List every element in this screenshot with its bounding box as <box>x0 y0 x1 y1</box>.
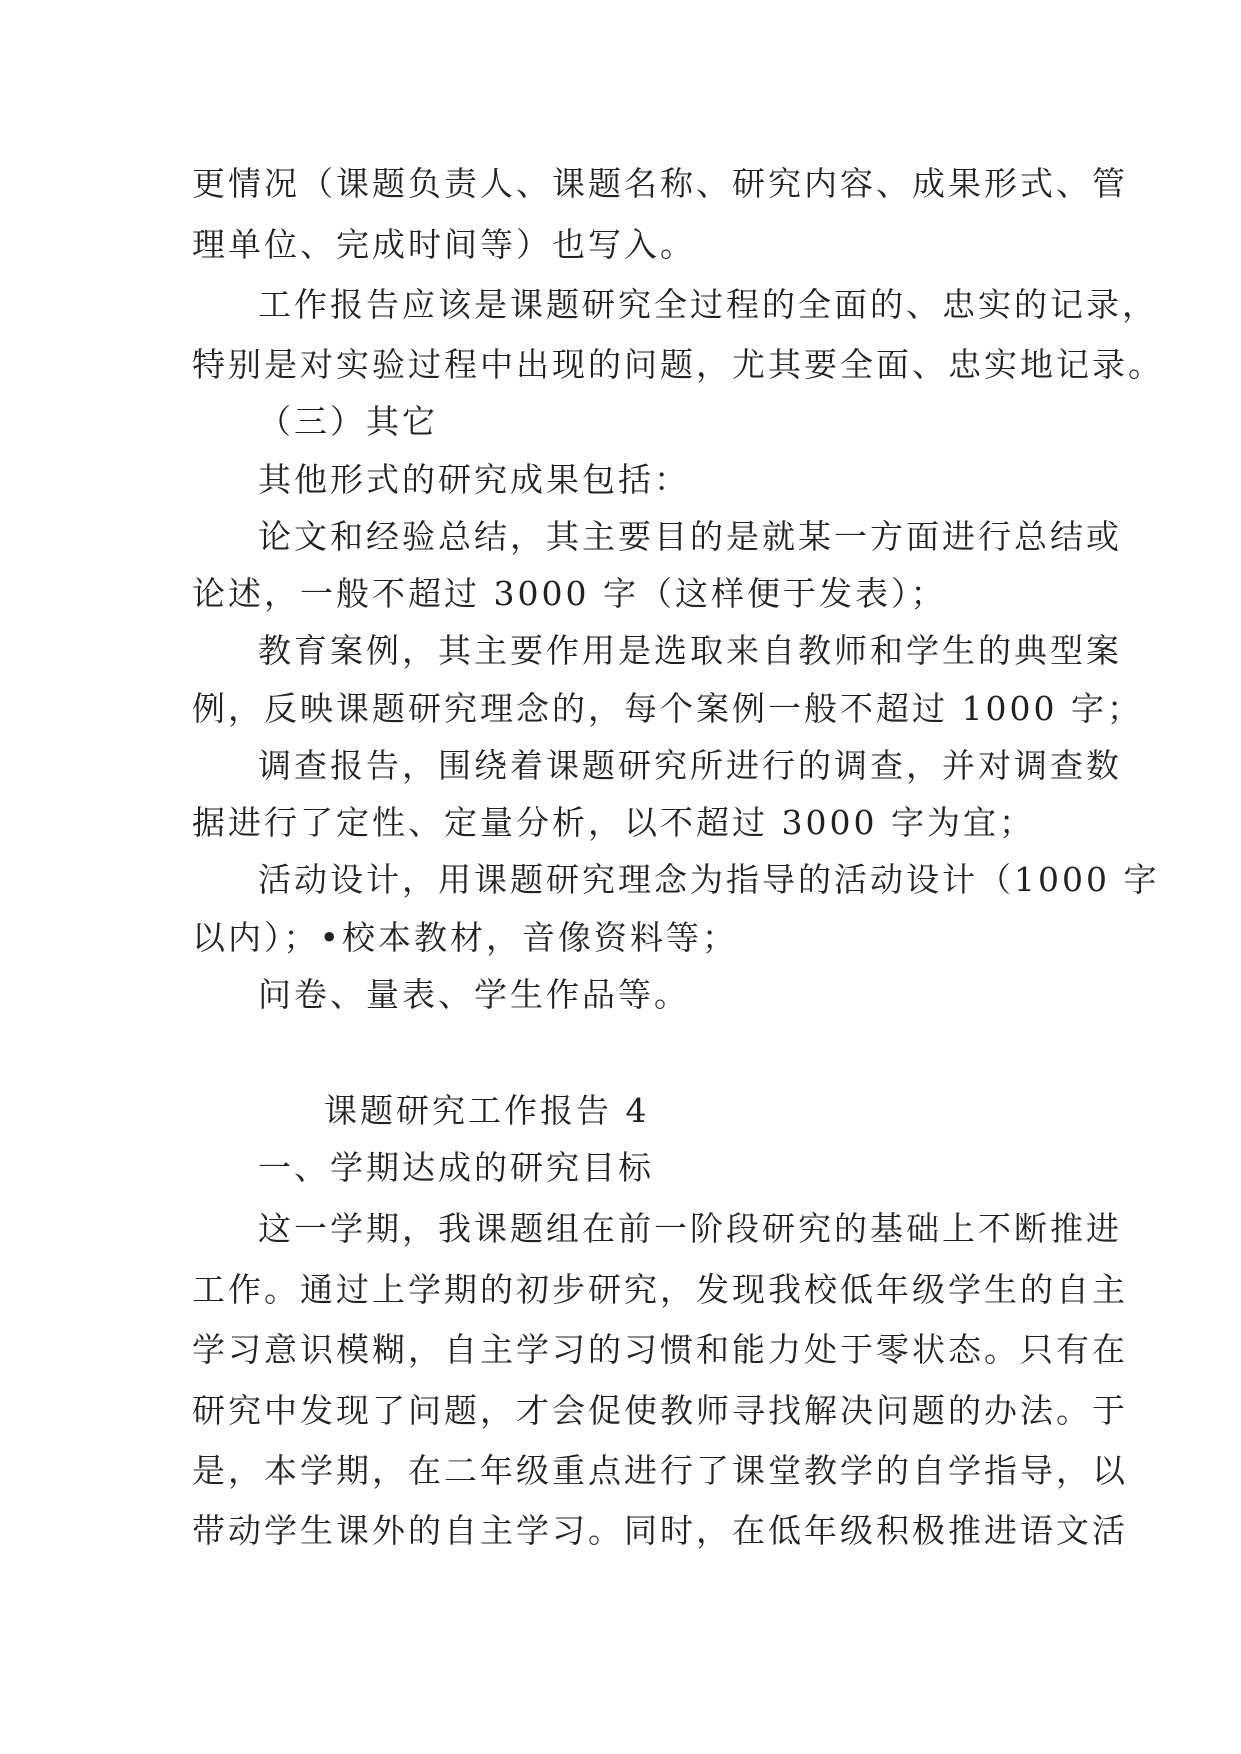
paragraph-line: 理单位、完成时间等）也写入。 <box>192 225 696 264</box>
paragraph-line: 工作。通过上学期的初步研究，发现我校低年级学生的自主 <box>192 1270 1128 1309</box>
paragraph-line: 论述，一般不超过 3000 字（这样便于发表）； <box>192 574 947 613</box>
paragraph-line: 带动学生课外的自主学习。同时，在低年级积极推进语文活 <box>192 1511 1128 1550</box>
paragraph-line: 研究中发现了问题，才会促使教师寻找解决问题的办法。于 <box>192 1391 1128 1430</box>
paragraph-line: 是，本学期，在二年级重点进行了课堂教学的自学指导，以 <box>192 1451 1128 1490</box>
paragraph-line: 问卷、量表、学生作品等。 <box>258 975 690 1014</box>
section-heading: （三）其它 <box>258 402 438 441</box>
paragraph-line: 活动设计，用课题研究理念为指导的活动设计（1000 字 <box>258 860 1160 899</box>
paragraph-line: 教育案例，其主要作用是选取来自教师和学生的典型案 <box>258 631 1122 670</box>
paragraph-line: 学习意识模糊，自主学习的习惯和能力处于零状态。只有在 <box>192 1330 1128 1369</box>
paragraph-line: 据进行了定性、定量分析，以不超过 3000 字为宜； <box>192 803 1035 842</box>
paragraph-line: 例，反映课题研究理念的，每个案例一般不超过 1000 字； <box>192 689 1143 728</box>
paragraph-line: 特别是对实验过程中出现的问题，尤其要全面、忠实地记录。 <box>192 345 1164 384</box>
section-heading: 一、学期达成的研究目标 <box>258 1148 654 1187</box>
paragraph-line: 其他形式的研究成果包括： <box>258 460 690 499</box>
document-title: 课题研究工作报告 4 <box>324 1091 650 1130</box>
paragraph-line: 调查报告，围绕着课题研究所进行的调查，并对调查数 <box>258 746 1122 785</box>
paragraph-line: 以内）；•校本教材，音像资料等； <box>192 918 738 957</box>
paragraph-line: 工作报告应该是课题研究全过程的全面的、忠实的记录， <box>258 285 1158 324</box>
paragraph-line: 论文和经验总结，其主要目的是就某一方面进行总结或 <box>258 517 1122 556</box>
paragraph-line: 更情况（课题负责人、课题名称、研究内容、成果形式、管 <box>192 164 1128 203</box>
paragraph-line: 这一学期，我课题组在前一阶段研究的基础上不断推进 <box>258 1209 1122 1248</box>
